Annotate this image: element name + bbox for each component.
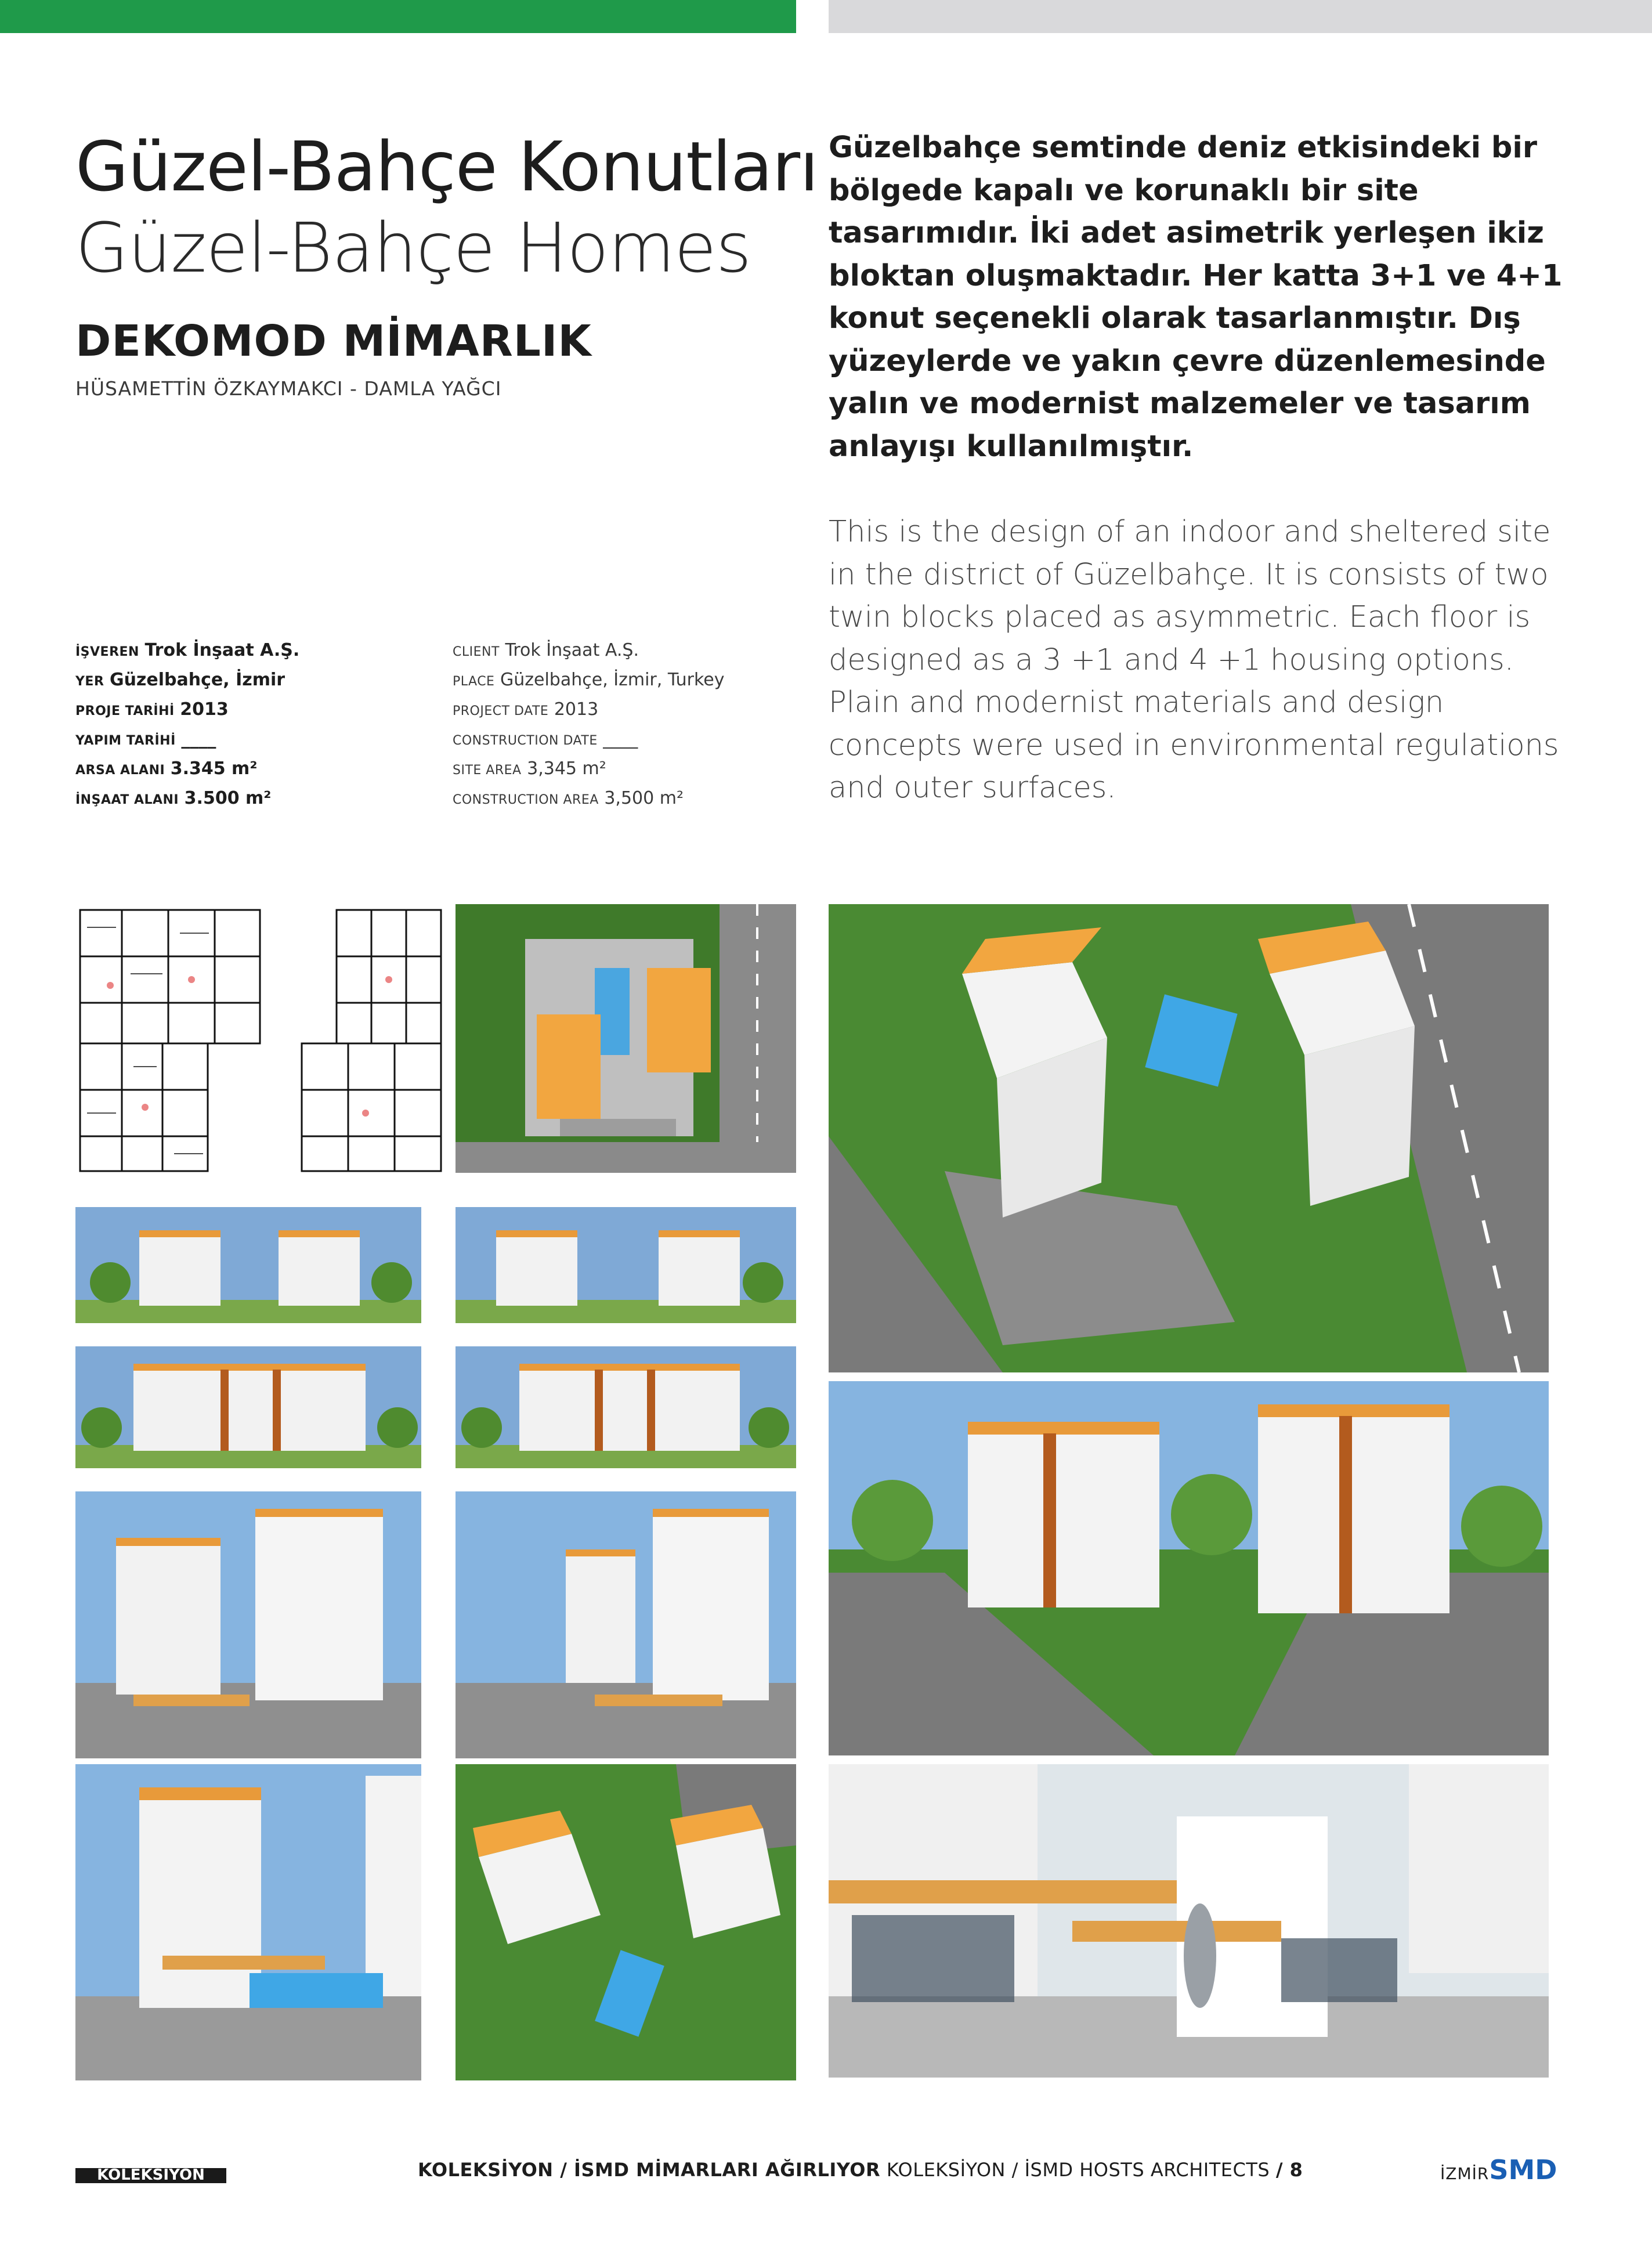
- firm-name: DEKOMOD MİMARLIK: [75, 316, 592, 366]
- info-value: ____: [603, 729, 638, 749]
- info-row-client: [453, 635, 724, 665]
- info-label: CONSTRUCTION AREA: [453, 793, 599, 807]
- info-label: CLIENT: [453, 645, 500, 659]
- info-value: ____: [181, 729, 216, 749]
- perspective-render-2: [456, 1491, 796, 1758]
- info-row-project-date: [453, 695, 724, 724]
- info-value: 2013: [180, 699, 229, 720]
- description-english: This is the design of an indoor and sheltered site in the district of Güzelbahçe. It is consists of two twin blocks placed as asymmetric. Each floor is designed as a 3 +1 and 4 +1 housing options. Plain and modernist materials and design concepts were used in environmental regulations and outer surfaces.: [829, 515, 1559, 805]
- info-label: İNŞAAT ALANI: [75, 793, 179, 807]
- info-label: ARSA ALANI: [75, 763, 165, 778]
- perspective-render-1: [75, 1491, 421, 1758]
- site-plan-render: [456, 904, 796, 1173]
- info-value: 3,500 m²: [604, 788, 684, 808]
- entrance-perspective-render-1: [75, 1764, 421, 2080]
- info-row-place: [75, 665, 299, 695]
- info-row-site-area: [453, 754, 724, 783]
- top-accent-bar-gray: [829, 0, 1652, 33]
- page-title-english: Güzel-Bahçe Homes: [75, 208, 751, 288]
- info-row-construction-area: [453, 783, 724, 813]
- side-elevation-1: [75, 1346, 421, 1468]
- info-value: Güzelbahçe, İzmir: [109, 670, 285, 690]
- info-label: PROJECT DATE: [453, 704, 549, 718]
- architect-names: HÜSAMETTİN ÖZKAYMAKCI - DAMLA YAĞCI: [75, 377, 502, 400]
- project-info-turkish: [75, 635, 299, 813]
- info-label: PLACE: [453, 674, 495, 689]
- aerial-perspective-render: [829, 904, 1549, 1372]
- front-elevation-2: [456, 1207, 796, 1323]
- courtyard-perspective-render: [829, 1381, 1549, 1755]
- side-elevation-2: [456, 1346, 796, 1468]
- info-row-client: [75, 635, 299, 665]
- entrance-gate-render: [829, 1764, 1549, 2078]
- footer-series-turkish: KOLEKSİYON / İSMD MİMARLARI AĞIRLIYOR: [418, 2159, 881, 2181]
- floor-plan-drawing-1: [75, 904, 273, 1177]
- info-label: YAPIM TARİHİ: [75, 734, 176, 748]
- info-label: PROJE TARİHİ: [75, 704, 175, 718]
- info-value: Trok İnşaat A.Ş.: [144, 640, 300, 660]
- info-label: İŞVEREN: [75, 645, 139, 659]
- info-label: YER: [75, 674, 104, 689]
- info-row-construction-date: [453, 724, 724, 754]
- description-turkish: Güzelbahçe semtinde deniz etkisindeki bir bölgede kapalı ve korunaklı bir site tasarımıdır. İki adet asimetrik yerleşen ikiz bloktan oluşmaktadır. Her katta 3+1 ve 4+1 konut seçenekli olarak tasarlanmıştır. Dış yüzeylerde ve yakın çevre düzenlemesinde yalın ve modernist malzemeler ve tasarım anlayışı kullanılmıştır.: [829, 131, 1563, 464]
- info-label: SITE AREA: [453, 763, 522, 778]
- logo-smd-text: SMD: [1489, 2154, 1557, 2185]
- info-row-construction-date: [75, 724, 299, 754]
- info-value: Güzelbahçe, İzmir, Turkey: [500, 670, 725, 690]
- page-title-turkish: Güzel-Bahçe Konutları: [75, 127, 818, 207]
- logo-izmir-text: İZMİR: [1440, 2164, 1490, 2183]
- izmir-smd-logo: [1440, 2154, 1557, 2185]
- info-value: 3.345 m²: [170, 758, 258, 779]
- koleksiyon-logo: [75, 2160, 226, 2185]
- top-accent-bar-green: [0, 0, 796, 33]
- project-info-english: [453, 635, 724, 813]
- info-row-project-date: [75, 695, 299, 724]
- info-row-place: [453, 665, 724, 695]
- page-number: / 8: [1275, 2159, 1303, 2181]
- info-value: 3,345 m²: [527, 758, 606, 779]
- koleksiyon-logo-text: KOLEKSİYON: [97, 2166, 205, 2183]
- footer-series-english: KOLEKSİYON / İSMD HOSTS ARCHITECTS: [886, 2159, 1270, 2181]
- info-row-construction-area: [75, 783, 299, 813]
- info-value: 2013: [554, 699, 599, 720]
- floor-plan-drawing-2: [273, 904, 447, 1177]
- footer-series-text: [418, 2159, 1303, 2181]
- info-label: CONSTRUCTION DATE: [453, 734, 598, 748]
- info-row-site-area: [75, 754, 299, 783]
- front-elevation-1: [75, 1207, 421, 1323]
- aerial-perspective-render-2: [456, 1764, 796, 2080]
- info-value: 3.500 m²: [184, 788, 272, 808]
- info-value: Trok İnşaat A.Ş.: [505, 640, 639, 660]
